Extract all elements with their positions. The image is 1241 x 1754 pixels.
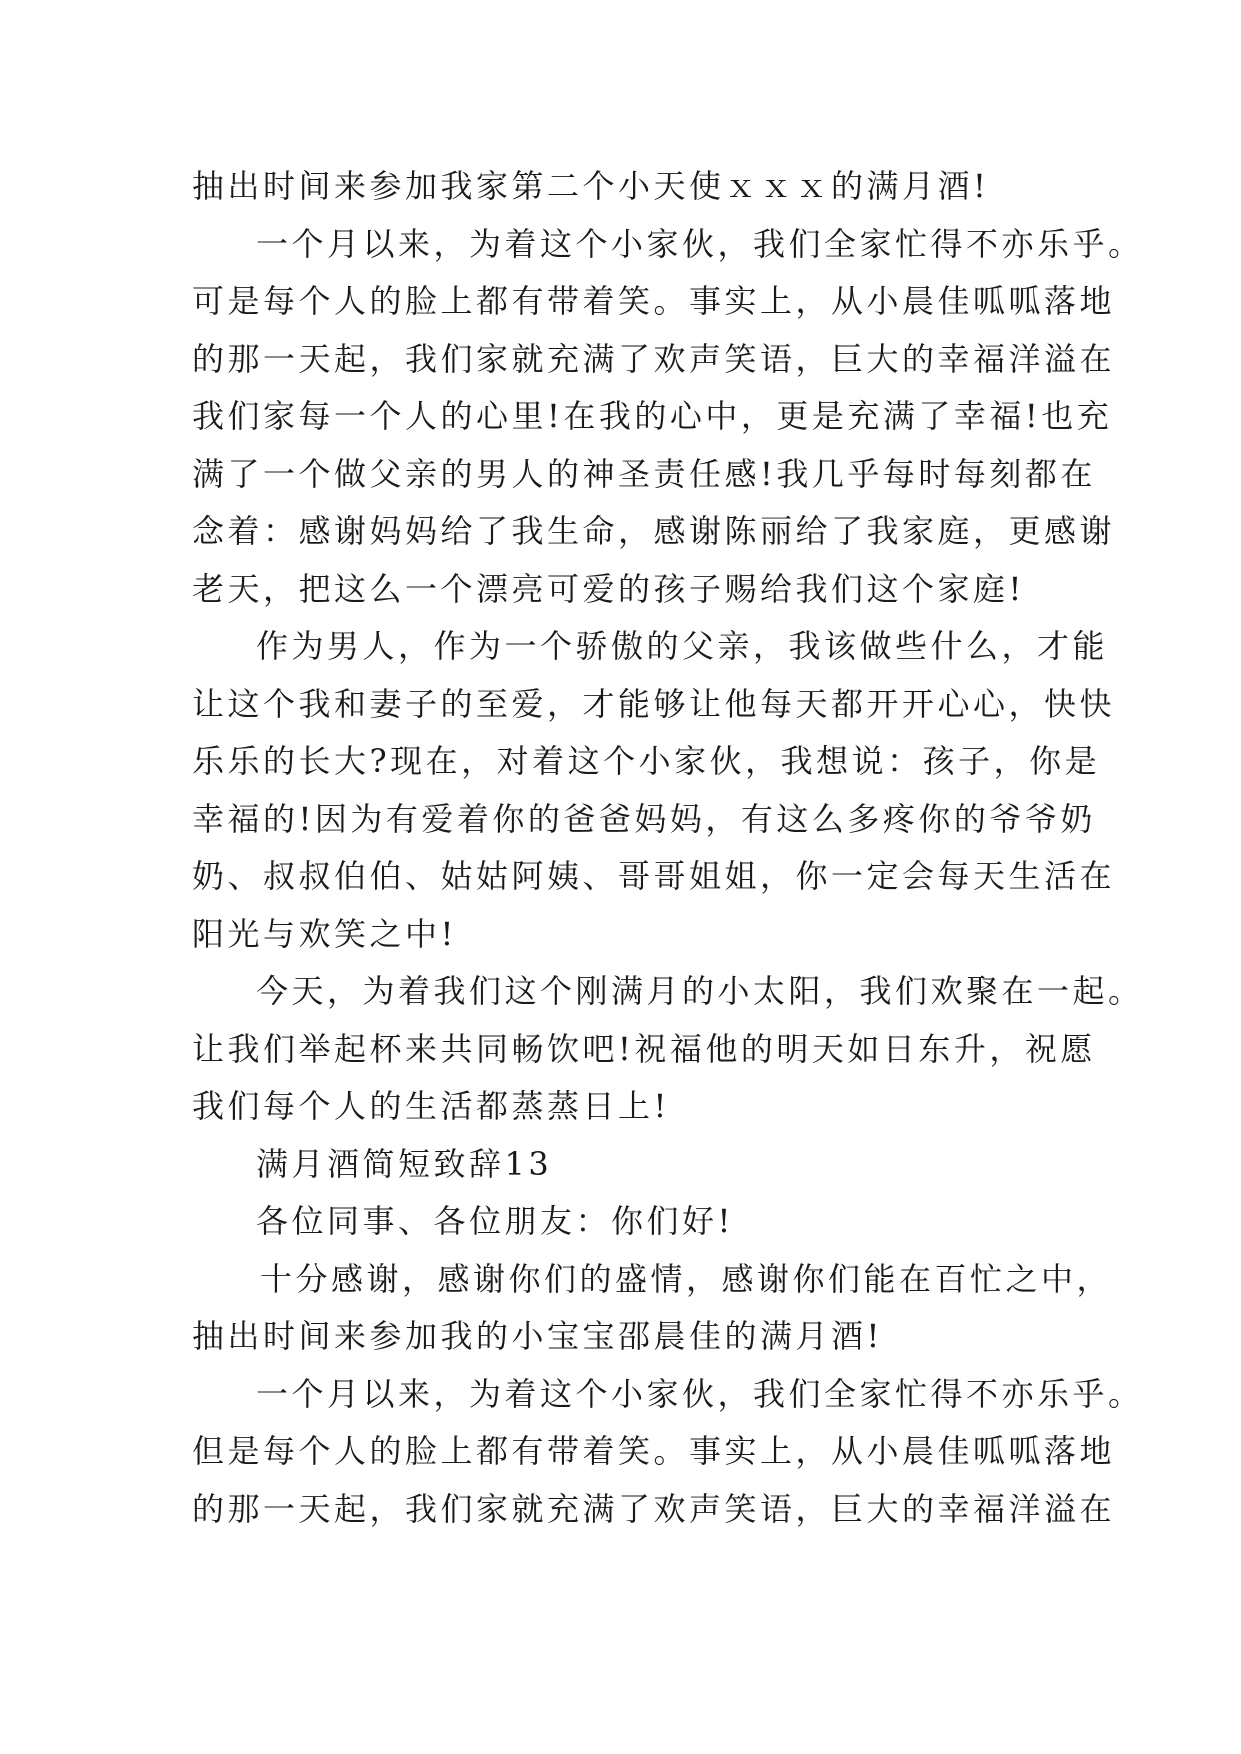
text-line: 老天，把这么一个漂亮可爱的孩子赐给我们这个家庭!	[192, 569, 1025, 608]
text-line: 的那一天起，我们家就充满了欢声笑语，巨大的幸福洋溢在	[192, 339, 1116, 378]
paragraph-first-line: 一个月以来，为着这个小家伙，我们全家忙得不亦乐乎。	[256, 224, 1144, 263]
text-line: 但是每个人的脸上都有带着笑。事实上，从小晨佳呱呱落地	[192, 1432, 1116, 1470]
text-line: 我们每个人的生活都蒸蒸日上!	[192, 1087, 670, 1125]
text-line: 满了一个做父亲的男人的神圣责任感!我几乎每时每刻都在	[192, 454, 1096, 493]
paragraph-first-line: 今天，为着我们这个刚满月的小太阳，我们欢聚在一起。	[256, 972, 1144, 1010]
text-line: 抽出时间来参加我家第二个小天使ｘｘｘ的满月酒!	[192, 167, 990, 205]
paragraph-first-line: 作为男人，作为一个骄傲的父亲，我该做些什么，才能	[256, 627, 1109, 665]
document-body	[192, 158, 1144, 1538]
text-line: 让这个我和妻子的至爱，才能够让他每天都开开心心，快快	[192, 684, 1116, 723]
text-line: 乐乐的长大?现在，对着这个小家伙，我想说：孩子，你是	[192, 742, 1101, 780]
section-heading: 满月酒简短致辞13	[256, 1144, 553, 1183]
paragraph-first-line: 十分感谢，感谢你们的盛情，感谢你们能在百忙之中，	[260, 1259, 1113, 1298]
greeting-line: 各位同事、各位朋友：你们好!	[256, 1202, 734, 1240]
text-line: 抽出时间来参加我的小宝宝邵晨佳的满月酒!	[192, 1317, 883, 1355]
text-line: 念着：感谢妈妈给了我生命，感谢陈丽给了我家庭，更感谢	[192, 512, 1116, 550]
text-line: 阳光与欢笑之中!	[192, 914, 457, 953]
text-line: 的那一天起，我们家就充满了欢声笑语，巨大的幸福洋溢在	[192, 1489, 1116, 1528]
text-line: 奶、叔叔伯伯、姑姑阿姨、哥哥姐姐，你一定会每天生活在	[192, 857, 1116, 895]
text-line: 我们家每一个人的心里!在我的心中，更是充满了幸福!也充	[192, 397, 1113, 435]
text-line: 让我们举起杯来共同畅饮吧!祝福他的明天如日东升，祝愿	[192, 1029, 1096, 1068]
text-line: 幸福的!因为有爱着你的爸爸妈妈，有这么多疼你的爷爷奶	[192, 799, 1096, 838]
text-line: 可是每个人的脸上都有带着笑。事实上，从小晨佳呱呱落地	[192, 282, 1116, 320]
paragraph-first-line: 一个月以来，为着这个小家伙，我们全家忙得不亦乐乎。	[256, 1374, 1144, 1413]
